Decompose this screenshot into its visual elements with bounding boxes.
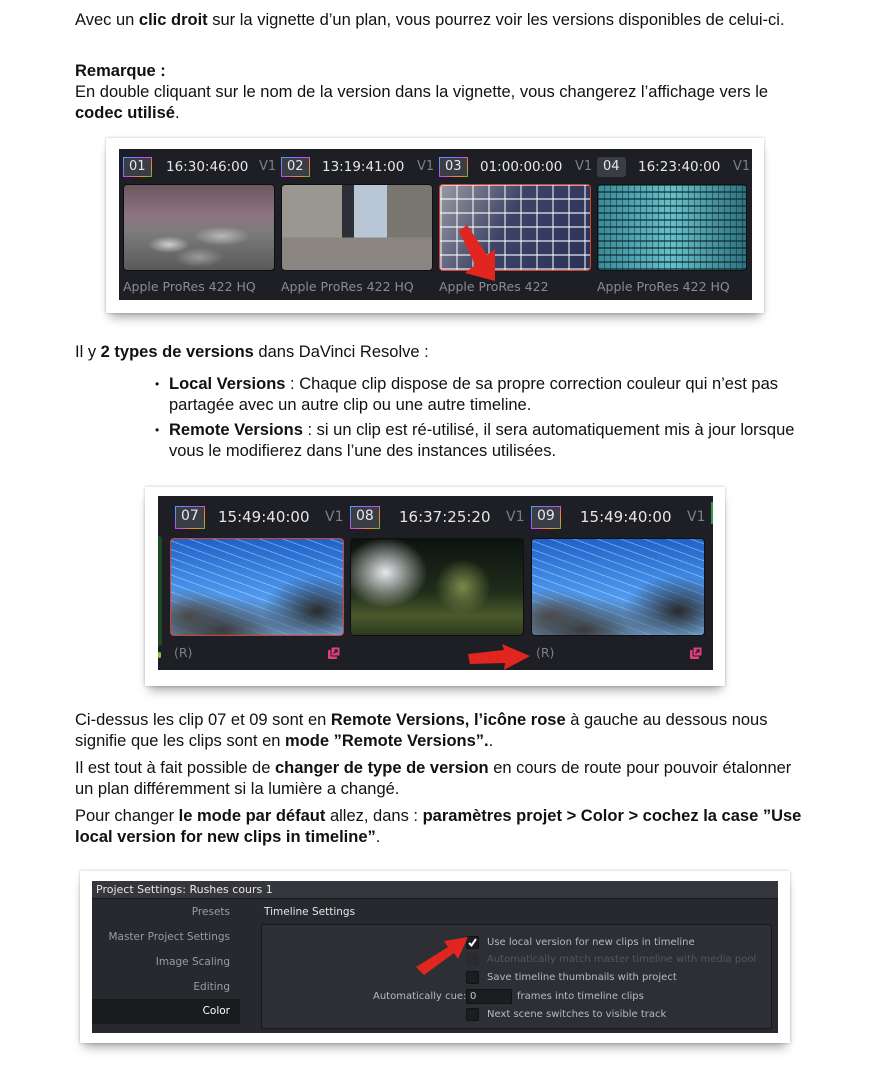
remote-indicator-text: (R) [536,645,555,660]
clip-timecode: 16:30:46:00 [166,159,249,175]
explain-paragraph-2 [75,758,805,800]
clip-thumbnail[interactable] [281,184,433,271]
types-intro-bold: 2 types de versions [100,343,254,361]
bold-text: changer de type de version [274,759,489,777]
bold-text: le mode par défaut [178,807,326,825]
auto-cue-suffix: frames into timeline clips [517,991,644,1002]
type-desc: : si un clip est ré-utilisé, il sera automatiquement mis à jour lorsque vous le modifierez dans l’une des instances utilisées. [169,421,795,460]
project-settings-dialog [92,881,778,1033]
clip-03[interactable] [439,155,594,295]
type-name: Local Versions [169,375,286,393]
text: allez, dans : [325,807,423,825]
clip-timecode: 15:49:40:00 [218,508,310,526]
list-item-local-versions [155,374,805,416]
types-intro-text: Il y [75,343,101,361]
list-item-remote-versions [155,420,805,462]
codec-label[interactable]: Apple ProRes 422 HQ [597,279,730,294]
remote-version-icon[interactable] [328,647,340,659]
figure-project-settings [80,871,790,1043]
remark-title [75,61,805,82]
text: Pour changer [75,807,179,825]
text: Ci-dessus les clip 07 et 09 sont en [75,711,331,729]
auto-cue-input[interactable]: 0 [466,989,512,1004]
intro-bold: clic droit [138,11,208,29]
remark-title-text: Remarque : [75,62,166,80]
clip-number-badge: 04 [597,157,626,177]
next-scene-label: Next scene switches to visible track [487,1009,667,1020]
clip-08[interactable] [350,504,526,664]
remote-indicator-text: (R) [174,645,193,660]
type-name: Remote Versions [169,421,303,439]
bold-text: paramètres projet > Color > cochez la case ”Use local version for new clips in timeline” [75,807,802,846]
codec-label[interactable]: Apple ProRes 422 HQ [123,279,256,294]
clip-09[interactable] [531,504,707,664]
text: . [375,828,381,846]
intro-text: Avec un [75,11,139,29]
remark-text: En double cliquant sur le nom de la version dans la vignette, vous changerez l’affichage vers le [75,83,769,101]
clip-track: V1 [259,159,277,174]
clip-04[interactable] [597,155,752,295]
text: Il est tout à fait possible de [75,759,275,777]
clip-timecode: 13:19:41:00 [322,159,405,175]
red-arrow-icon [412,935,472,975]
clip-track: V1 [575,159,593,174]
red-arrow-icon [468,644,532,670]
clip-07[interactable] [169,504,345,664]
nav-editing[interactable]: Editing [193,981,230,993]
bold-text: mode ”Remote Versions”. [285,732,489,750]
codec-label[interactable]: Apple ProRes 422 [439,279,549,294]
intro-text-end: sur la vignette d’un plan, vous pourrez voir les versions disponibles de celui-ci. [207,11,785,29]
clip-strip [119,149,752,300]
version-types-list [155,374,805,466]
use-local-version-label: Use local version for new clips in timeline [487,937,695,948]
clip-thumbnail[interactable] [531,538,705,636]
clip-timecode: 16:37:25:20 [399,508,491,526]
types-intro [75,342,805,363]
text: à gauche au dessous nous signifie que les clips sont en [75,711,768,750]
clip-track: V1 [325,509,344,525]
nav-color[interactable]: Color [92,999,240,1024]
clip-track: V1 [417,159,435,174]
types-intro-text-end: dans DaVinci Resolve : [253,343,429,361]
next-scene-checkbox[interactable] [466,1008,479,1021]
nav-image-scaling[interactable]: Image Scaling [155,956,230,968]
clip-number-badge: 07 [175,506,205,529]
clip-track: V1 [506,509,525,525]
clip-timecode: 15:49:40:00 [580,508,672,526]
clip-thumbnail-selected[interactable] [170,538,344,636]
clip-thumbnail[interactable] [597,184,747,271]
save-thumbnails-label: Save timeline thumbnails with project [487,972,677,983]
auto-cue-label: Automatically cue: [373,991,467,1002]
clip-track: V1 [687,509,706,525]
clip-number-badge: 09 [531,506,561,529]
dialog-title: Project Settings: Rushes cours 1 [92,881,778,899]
text: en cours de route pour pouvoir étalonner un plan différemment si la lumière a changé. [75,759,792,798]
clip-02[interactable] [281,155,436,295]
clip-timecode: 01:00:00:00 [480,159,563,175]
remark-paragraph [75,82,805,124]
nav-presets[interactable]: Presets [191,906,230,918]
remark-bold: codec utilisé [75,104,175,122]
nav-master-project-settings[interactable]: Master Project Settings [108,931,230,943]
remote-version-icon[interactable] [690,647,702,659]
auto-match-master-label: Automatically match master timeline with media pool [487,954,757,965]
codec-label[interactable]: Apple ProRes 422 HQ [281,279,414,294]
clip-number-badge: 02 [281,157,310,177]
clip-number-badge: 08 [350,506,380,529]
text: . [488,732,494,750]
clip-01[interactable] [123,155,278,295]
clip-number-badge: 03 [439,157,468,177]
partial-clip-left [158,536,162,646]
clip-track: V1 [733,159,751,174]
clip-thumbnail[interactable] [350,538,524,636]
type-desc: : Chaque clip dispose de sa propre correction couleur qui n’est pas partagée avec un autre clip ou une autre timeline. [169,375,779,414]
figure-thumbnails-codec [106,138,764,313]
clip-number-badge: 01 [123,157,152,177]
partial-clip-right [711,502,713,524]
clip-thumbnail[interactable] [123,184,275,271]
bold-text: Remote Versions, l’icône rose [330,711,566,729]
clip-timecode: 16:23:40:00 [638,159,721,175]
explain-paragraph-1 [75,710,805,752]
clip-strip [158,496,713,670]
remark-text-end: . [174,104,180,122]
figure-remote-versions [145,487,725,686]
explain-paragraph-3 [75,806,805,848]
timeline-settings-panel [261,924,772,1029]
section-title: Timeline Settings [264,906,356,918]
red-arrow-icon [455,225,505,285]
partial-clip-marker [158,652,161,658]
intro-paragraph [75,10,805,31]
